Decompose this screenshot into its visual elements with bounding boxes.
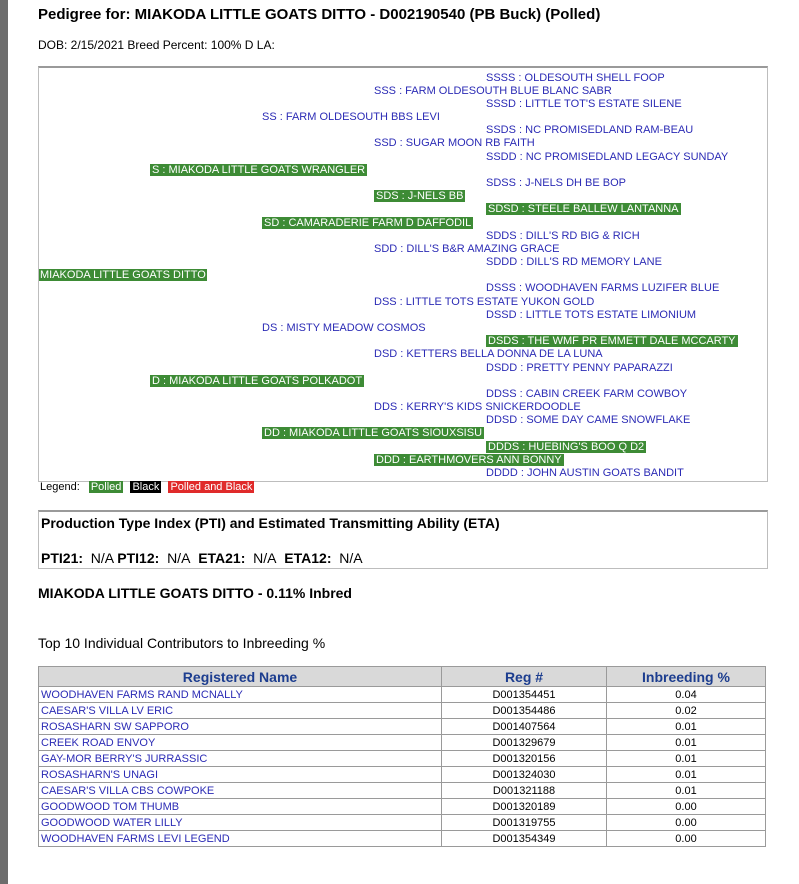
pedigree-dd[interactable]: DD : MIAKODA LITTLE GOATS SIOUXSISU: [264, 427, 483, 439]
window-edge: [0, 0, 8, 884]
contributor-inbreeding: 0.01: [607, 751, 766, 767]
pedigree-ddds[interactable]: DDDS : HUEBING'S BOO Q D2: [488, 441, 645, 453]
pti21-value: N/A: [90, 550, 114, 566]
table-row: [39, 831, 766, 847]
contributor-inbreeding: 0.02: [607, 703, 766, 719]
table-row: [39, 735, 766, 751]
contributor-inbreeding: 0.04: [607, 687, 766, 703]
table-body: [39, 687, 766, 847]
contributor-name-link[interactable]: ROSASHARN'S UNAGI: [39, 767, 442, 783]
legend: [38, 481, 258, 493]
pedigree-sdds[interactable]: SDDS : DILL'S RD BIG & RICH: [486, 230, 640, 242]
contributor-name-link[interactable]: ROSASHARN SW SAPPORO: [39, 719, 442, 735]
pedigree-dds[interactable]: DDS : KERRY'S KIDS SNICKERDOODLE: [374, 401, 581, 413]
pedigree-ssdd[interactable]: SSDD : NC PROMISEDLAND LEGACY SUNDAY: [486, 151, 729, 163]
contributor-inbreeding: 0.01: [607, 767, 766, 783]
contributor-name-link[interactable]: WOODHAVEN FARMS LEVI LEGEND: [39, 831, 442, 847]
pedigree-ssds[interactable]: SSDS : NC PROMISEDLAND RAM-BEAU: [486, 124, 694, 136]
pedigree-root: MIAKODA LITTLE GOATS DITTO: [40, 269, 206, 281]
contributor-reg: D001319755: [442, 815, 607, 831]
legend-polled-and-black: Polled and Black: [170, 481, 253, 493]
table-row: [39, 783, 766, 799]
legend-polled: Polled: [90, 481, 122, 493]
page-title: Pedigree for: MIAKODA LITTLE GOATS DITTO - D002190540 (PB Buck) (Polled): [38, 6, 601, 23]
column-header-inbreeding: Inbreeding %: [607, 667, 766, 687]
pedigree-ss[interactable]: SS : FARM OLDESOUTH BBS LEVI: [262, 111, 440, 123]
table-row: [39, 719, 766, 735]
contributor-inbreeding: 0.00: [607, 799, 766, 815]
contributor-reg: D001320189: [442, 799, 607, 815]
pedigree-dsd[interactable]: DSD : KETTERS BELLA DONNA DE LA LUNA: [374, 348, 603, 360]
contributor-inbreeding: 0.01: [607, 719, 766, 735]
table-row: [39, 815, 766, 831]
pedigree-s[interactable]: S : MIAKODA LITTLE GOATS WRANGLER: [152, 164, 366, 176]
pedigree-dssd[interactable]: DSSD : LITTLE TOTS ESTATE LIMONIUM: [486, 309, 697, 321]
contributors-title: Top 10 Individual Contributors to Inbreeding %: [38, 635, 326, 651]
table-row: [39, 687, 766, 703]
pedigree-ddss[interactable]: DDSS : CABIN CREEK FARM COWBOY: [486, 388, 688, 400]
pedigree-sssd[interactable]: SSSD : LITTLE TOT'S ESTATE SILENE: [486, 98, 682, 110]
pedigree-sss[interactable]: SSS : FARM OLDESOUTH BLUE BLANC SABR: [374, 85, 612, 97]
contributors-table: [38, 666, 766, 847]
eta12-value: N/A: [339, 550, 363, 566]
pedigree-ddsd[interactable]: DDSD : SOME DAY CAME SNOWFLAKE: [486, 414, 691, 426]
pedigree-sddd[interactable]: SDDD : DILL'S RD MEMORY LANE: [486, 256, 662, 268]
legend-black: Black: [132, 481, 160, 493]
column-header-reg: Reg #: [442, 667, 607, 687]
pti12-value: N/A: [167, 550, 191, 566]
eta21-value: N/A: [253, 550, 277, 566]
pedigree-sds[interactable]: SDS : J-NELS BB: [376, 190, 464, 202]
dob-line: DOB: 2/15/2021 Breed Percent: 100% D LA:: [38, 38, 275, 52]
pedigree-ddd[interactable]: DDD : EARTHMOVERS ANN BONNY: [376, 454, 562, 466]
table-header-row: [39, 667, 766, 687]
contributor-name-link[interactable]: CREEK ROAD ENVOY: [39, 735, 442, 751]
contributor-reg: D001321188: [442, 783, 607, 799]
contributor-reg: D001407564: [442, 719, 607, 735]
pti21-label: PTI21:: [41, 550, 84, 566]
pedigree-ds[interactable]: DS : MISTY MEADOW COSMOS: [262, 322, 426, 334]
inbreeding-heading: MIAKODA LITTLE GOATS DITTO - 0.11% Inbred: [38, 585, 352, 601]
pti-values: [41, 550, 363, 566]
contributor-reg: D001354451: [442, 687, 607, 703]
pedigree-ssss[interactable]: SSSS : OLDESOUTH SHELL FOOP: [486, 72, 665, 84]
pedigree-ssd[interactable]: SSD : SUGAR MOON RB FAITH: [374, 137, 535, 149]
pedigree-sdss[interactable]: SDSS : J-NELS DH BE BOP: [486, 177, 626, 189]
pedigree-d[interactable]: D : MIAKODA LITTLE GOATS POLKADOT: [152, 375, 363, 387]
contributor-reg: D001329679: [442, 735, 607, 751]
pti-panel: [38, 510, 768, 569]
contributor-inbreeding: 0.01: [607, 783, 766, 799]
column-header-name: Registered Name: [39, 667, 442, 687]
pedigree-dsds[interactable]: DSDS : THE WMF PR EMMETT DALE MCCARTY: [488, 335, 736, 347]
contributor-name-link[interactable]: GAY-MOR BERRY'S JURRASSIC: [39, 751, 442, 767]
legend-label: Legend:: [40, 481, 80, 493]
pedigree-dss[interactable]: DSS : LITTLE TOTS ESTATE YUKON GOLD: [374, 296, 595, 308]
pedigree-sd[interactable]: SD : CAMARADERIE FARM D DAFFODIL: [264, 217, 472, 229]
contributor-inbreeding: 0.01: [607, 735, 766, 751]
pedigree-dddd[interactable]: DDDD : JOHN AUSTIN GOATS BANDIT: [486, 467, 684, 479]
pedigree-dsss[interactable]: DSSS : WOODHAVEN FARMS LUZIFER BLUE: [486, 282, 720, 294]
contributor-inbreeding: 0.00: [607, 815, 766, 831]
contributor-reg: D001354486: [442, 703, 607, 719]
contributor-reg: D001324030: [442, 767, 607, 783]
contributor-name-link[interactable]: CAESAR'S VILLA CBS COWPOKE: [39, 783, 442, 799]
pti12-label: PTI12:: [117, 550, 160, 566]
eta12-label: ETA12:: [284, 550, 332, 566]
table-row: [39, 799, 766, 815]
pti-title: Production Type Index (PTI) and Estimated Transmitting Ability (ETA): [41, 515, 500, 531]
contributor-name-link[interactable]: GOODWOOD WATER LILLY: [39, 815, 442, 831]
table-row: [39, 751, 766, 767]
pedigree-dsdd[interactable]: DSDD : PRETTY PENNY PAPARAZZI: [486, 362, 673, 374]
eta21-label: ETA21:: [198, 550, 246, 566]
contributor-reg: D001320156: [442, 751, 607, 767]
pedigree-sdd[interactable]: SDD : DILL'S B&R AMAZING GRACE: [374, 243, 560, 255]
table-row: [39, 703, 766, 719]
contributor-reg: D001354349: [442, 831, 607, 847]
contributor-name-link[interactable]: GOODWOOD TOM THUMB: [39, 799, 442, 815]
table-row: [39, 767, 766, 783]
contributor-inbreeding: 0.00: [607, 831, 766, 847]
pedigree-chart: [38, 66, 768, 482]
contributor-name-link[interactable]: CAESAR'S VILLA LV ERIC: [39, 703, 442, 719]
pedigree-sdsd[interactable]: SDSD : STEELE BALLEW LANTANNA: [488, 203, 679, 215]
contributor-name-link[interactable]: WOODHAVEN FARMS RAND MCNALLY: [39, 687, 442, 703]
